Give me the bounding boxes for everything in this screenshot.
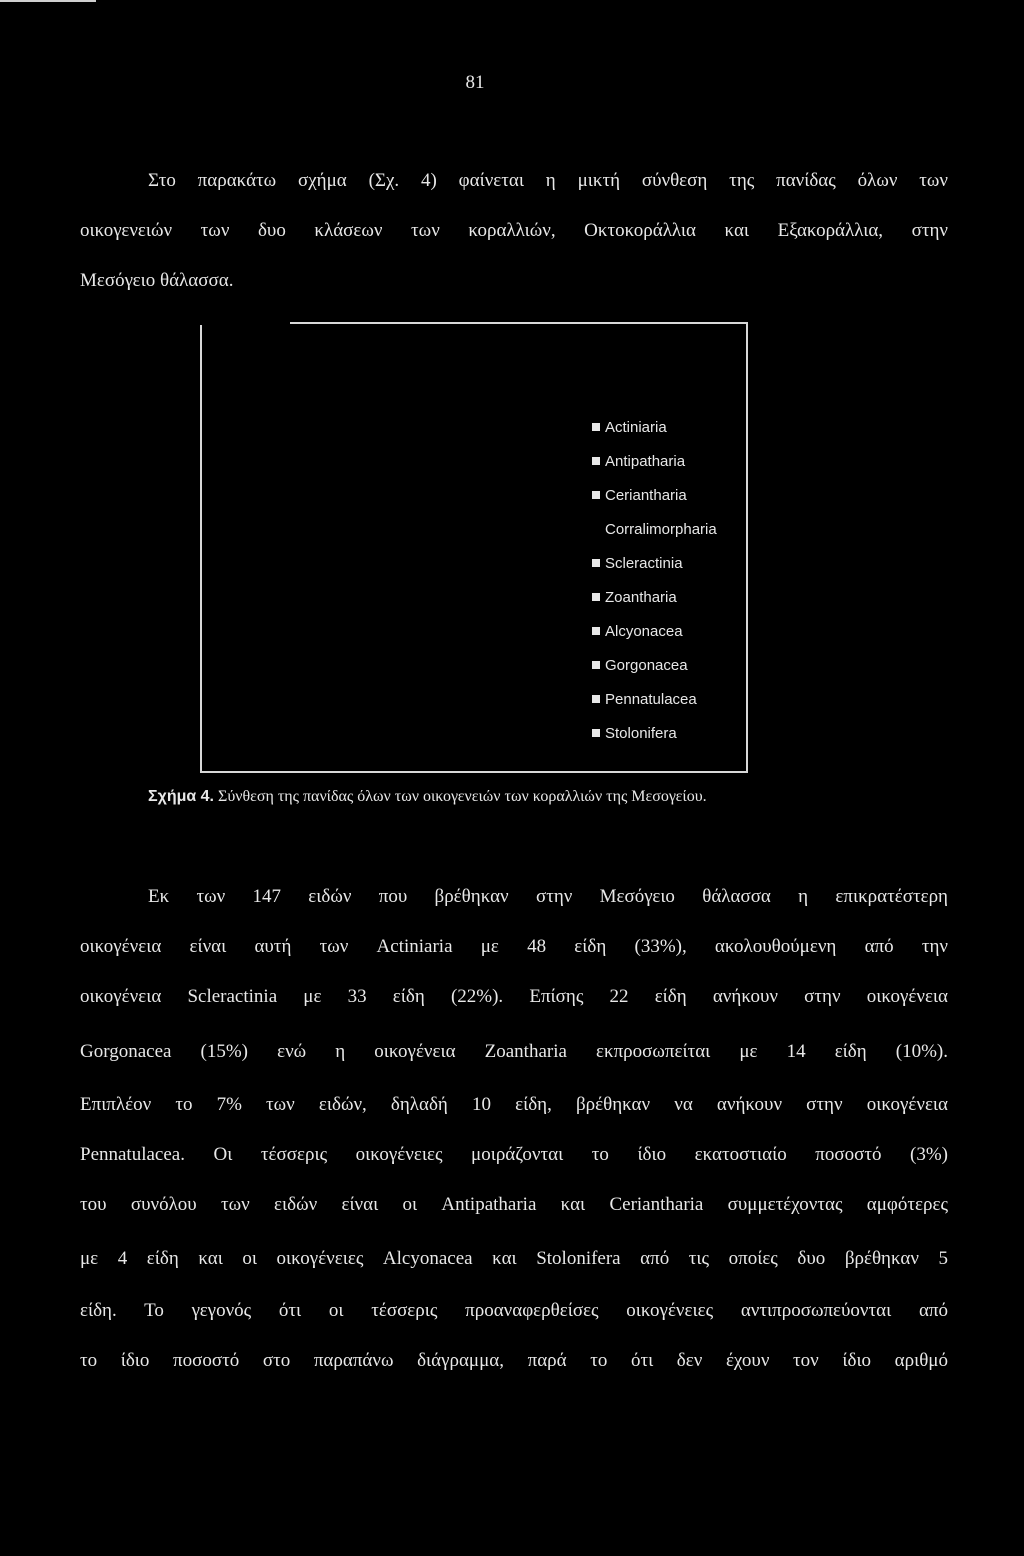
- legend-swatch: [592, 627, 600, 635]
- body-line: οικογένεια είναι αυτή των Actiniaria με 48 είδη (33%), ακολουθούμενη από την: [80, 936, 948, 957]
- legend-label: Scleractinia: [605, 554, 683, 572]
- page-number: 81: [465, 72, 485, 93]
- body-line: με 4 είδη και οι οικογένειες Alcyonacea και Stolonifera από τις οποίες δυο βρέθηκαν 5: [80, 1248, 948, 1269]
- chart-legend: [592, 410, 717, 750]
- caption-text: Σύνθεση της πανίδας όλων των οικογενειών των κοραλλιών της Μεσογείου.: [214, 788, 707, 805]
- legend-item: [592, 682, 717, 716]
- body-line: είδη. Το γεγονός ότι οι τέσσερις προαναφερθείσες οικογένειες αντιπροσωπεύονται από: [80, 1300, 948, 1321]
- legend-swatch: [592, 525, 600, 533]
- legend-swatch: [592, 457, 600, 465]
- legend-swatch: [592, 559, 600, 567]
- frame-gap: [200, 321, 290, 325]
- body-line: οικογένεια Scleractinia με 33 είδη (22%). Επίσης 22 είδη ανήκουν στην οικογένεια: [80, 986, 948, 1007]
- intro-line: Μεσόγειο θάλασσα.: [80, 270, 234, 291]
- body-line: Pennatulacea. Οι τέσσερις οικογένειες μοιράζονται το ίδιο εκατοστιαίο ποσοστό (3%): [80, 1144, 948, 1165]
- figure-frame: [200, 322, 748, 773]
- legend-item: [592, 444, 717, 478]
- legend-label: Actiniaria: [605, 418, 667, 436]
- legend-label: Ceriantharia: [605, 486, 687, 504]
- legend-swatch: [592, 661, 600, 669]
- intro-line: Στο παρακάτω σχήμα (Σχ. 4) φαίνεται η μικτή σύνθεση της πανίδας όλων των: [148, 170, 948, 191]
- legend-item: [592, 546, 717, 580]
- legend-label: Corralimorpharia: [605, 520, 717, 538]
- figure-caption: [148, 788, 707, 806]
- legend-swatch: [592, 423, 600, 431]
- body-line: του συνόλου των ειδών είναι οι Antipatharia και Ceriantharia συμμετέχοντας αμφότερες: [80, 1194, 948, 1215]
- legend-label: Zoantharia: [605, 588, 677, 606]
- legend-swatch: [592, 593, 600, 601]
- legend-item: [592, 614, 717, 648]
- legend-item: [592, 512, 717, 546]
- legend-label: Pennatulacea: [605, 690, 697, 708]
- legend-swatch: [592, 729, 600, 737]
- legend-swatch: [592, 491, 600, 499]
- legend-item: [592, 580, 717, 614]
- top-edge-line: [0, 0, 96, 2]
- legend-item: [592, 648, 717, 682]
- legend-label: Antipatharia: [605, 452, 686, 470]
- legend-item: [592, 716, 717, 750]
- legend-label: Gorgonacea: [605, 656, 688, 674]
- legend-item: [592, 410, 717, 444]
- intro-line: οικογενειών των δυο κλάσεων των κοραλλιών, Οκτοκοράλλια και Εξακοράλλια, στην: [80, 220, 948, 241]
- caption-label: Σχήμα 4.: [148, 788, 214, 805]
- body-line: Gorgonacea (15%) ενώ η οικογένεια Zoantharia εκπροσωπείται με 14 είδη (10%).: [80, 1041, 948, 1062]
- legend-item: [592, 478, 717, 512]
- legend-label: Stolonifera: [605, 724, 677, 742]
- body-line: Επιπλέον το 7% των ειδών, δηλαδή 10 είδη, βρέθηκαν να ανήκουν στην οικογένεια: [80, 1094, 948, 1115]
- legend-swatch: [592, 695, 600, 703]
- legend-label: Alcyonacea: [605, 622, 683, 640]
- body-line: Εκ των 147 ειδών που βρέθηκαν στην Μεσόγειο θάλασσα η επικρατέστερη: [148, 886, 948, 907]
- body-line: το ίδιο ποσοστό στο παραπάνω διάγραμμα, παρά το ότι δεν έχουν τον ίδιο αριθμό: [80, 1350, 948, 1371]
